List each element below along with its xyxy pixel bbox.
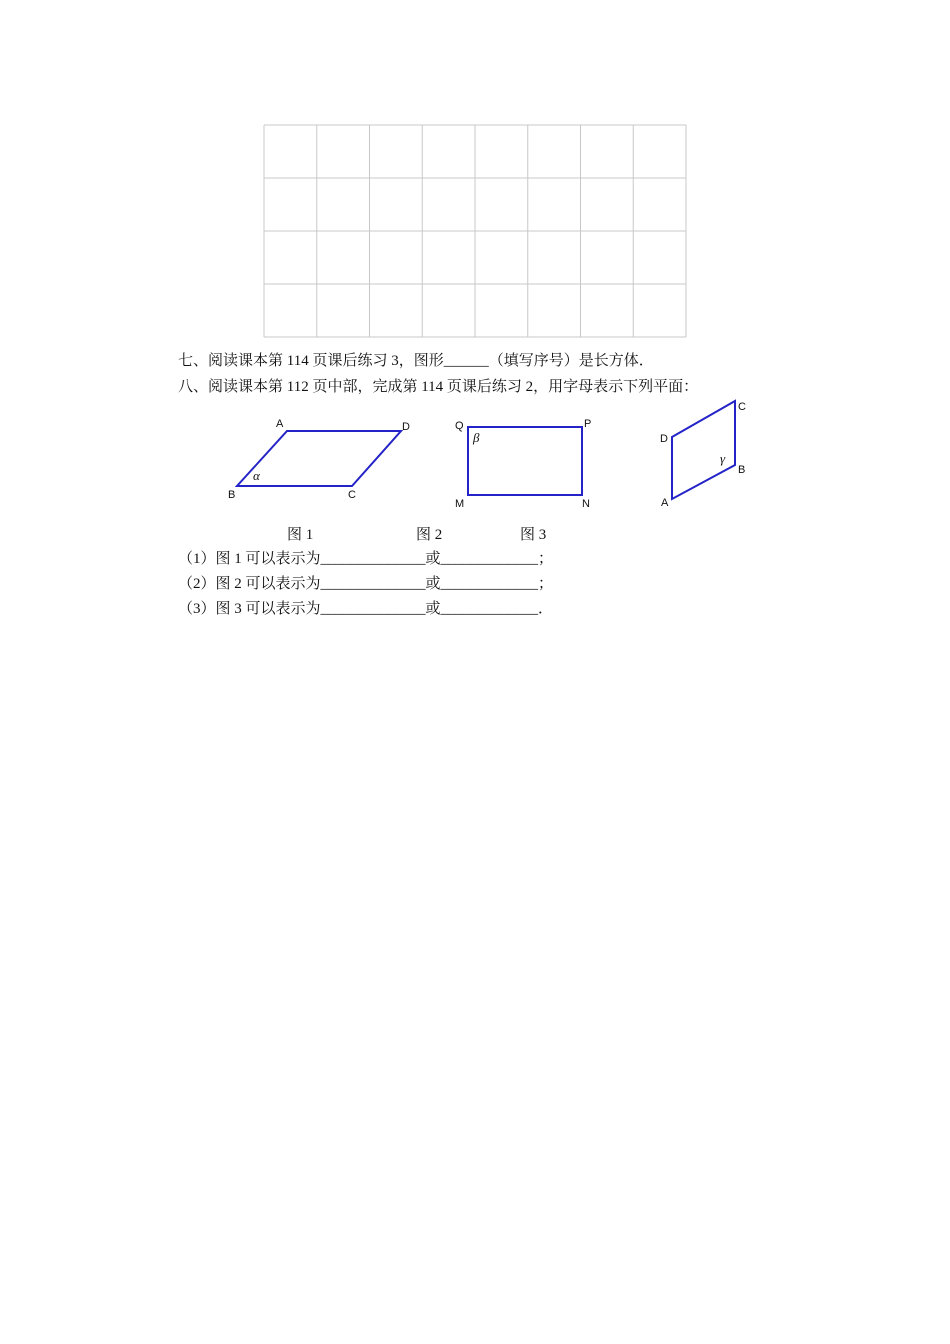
figure-2-label-p: P <box>584 418 592 430</box>
figures <box>220 395 760 515</box>
figure-3-label-c: C <box>738 401 746 413</box>
figure-2-rectangle <box>468 427 582 495</box>
figure-3-label-d: D <box>660 433 668 445</box>
figure-2 <box>455 418 591 510</box>
caption-figure-3: 图 3 <box>520 527 547 543</box>
caption-figure-2: 图 2 <box>416 527 443 543</box>
caption-figure-1: 图 1 <box>287 527 314 543</box>
section-7-text: 七、阅读课本第 114 页课后练习 3，图形______（填写序号）是长方体． <box>178 353 654 369</box>
figure-1-label-b: B <box>228 489 236 501</box>
figure-1-label-c: C <box>348 489 356 501</box>
figure-1-label-a: A <box>276 418 284 430</box>
question-3: （3）图 3 可以表示为______________或_____________． <box>178 601 554 617</box>
question-2: （2）图 2 可以表示为______________或_____________； <box>178 576 554 592</box>
figure-2-label-q: Q <box>455 420 464 432</box>
answer-grid <box>262 123 688 339</box>
figure-1-angle-alpha: α <box>253 468 260 483</box>
figure-3 <box>660 401 746 509</box>
figure-2-label-m: M <box>455 498 465 510</box>
figure-3-label-a: A <box>661 497 669 509</box>
figure-1-parallelogram <box>237 431 401 486</box>
figure-2-label-n: N <box>582 498 590 510</box>
section-8-text: 八、阅读课本第 112 页中部，完成第 114 页课后练习 2，用字母表示下列平面： <box>178 379 699 395</box>
figure-3-angle-gamma: γ <box>720 451 726 466</box>
figure-2-angle-beta: β <box>473 430 480 445</box>
figure-3-label-b: B <box>738 464 746 476</box>
figure-1 <box>228 418 410 501</box>
figure-1-label-d: D <box>402 421 410 433</box>
figure-3-parallelogram <box>672 401 735 499</box>
question-1: （1）图 1 可以表示为______________或_____________； <box>178 551 554 567</box>
